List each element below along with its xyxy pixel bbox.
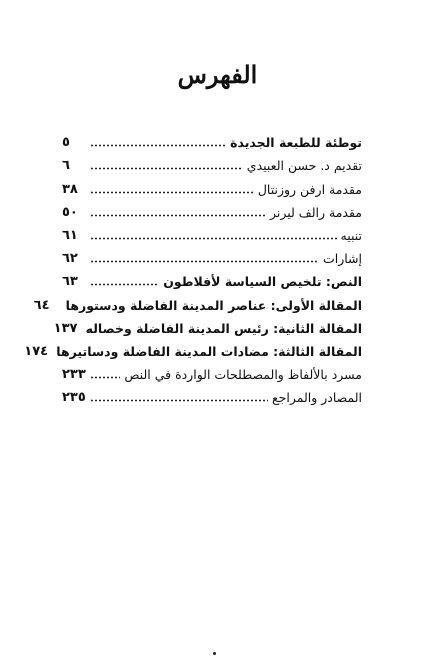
toc-entry-label: المقالة الأولى: عناصر المدينة الفاضلة ودستورها [65, 297, 362, 313]
dot-leader [90, 399, 268, 402]
toc-page-number: ٦٣ [62, 274, 78, 290]
toc-entry-label: المقالة الثانية: رئيس المدينة الفاضلة وخصاله [85, 320, 362, 336]
dot-leader [90, 214, 266, 217]
toc-page-number: ٦١ [62, 227, 78, 243]
toc-page-number: ٦٢ [62, 251, 78, 267]
toc-entry [62, 267, 362, 290]
toc-entry [62, 151, 362, 174]
toc-page-number: ٥٠ [62, 204, 78, 220]
toc-page-number: ١٣٧ [53, 320, 78, 336]
toc-entry-label: مقدمة ارفن روزنتال [257, 181, 362, 197]
toc-entry [53, 314, 362, 337]
dot-leader [90, 376, 120, 379]
toc-page-number: ٥ [62, 135, 70, 151]
dot-leader [90, 237, 337, 240]
toc-entry-label: توطئة للطبعة الجديدة [230, 135, 362, 151]
toc-entry [33, 290, 362, 313]
toc-entry [62, 360, 362, 383]
dot-leader [90, 191, 254, 194]
toc-entry [24, 337, 362, 360]
page-title: الفهرس [177, 60, 258, 89]
toc-entry-label: تنبيه [340, 227, 362, 243]
page-mark [213, 652, 216, 655]
toc-page-number: ٢٣٥ [62, 390, 86, 406]
toc-entry [62, 221, 362, 244]
dot-leader [90, 167, 243, 170]
toc-entry [62, 198, 362, 221]
toc-page-number: ٦٤ [33, 297, 50, 313]
toc-page-number: ١٧٤ [24, 343, 49, 359]
toc-page-number: ٦ [62, 158, 70, 174]
dot-leader [90, 260, 319, 263]
toc-entry-label: إشارات [322, 251, 362, 267]
toc-entry [62, 383, 362, 406]
toc-entry [62, 244, 362, 267]
toc-entry-label: مقدمة رالف ليرنر [269, 204, 362, 220]
table-of-contents [24, 128, 362, 406]
toc-page-number: ٣٨ [62, 181, 78, 197]
toc-entry-label: تقديم د. حسن العبيدي [246, 158, 362, 174]
toc-entry-label: مسرد بالألفاظ والمصطلحات الواردة في النص [124, 367, 362, 383]
toc-page-number: ٢٣٣ [62, 367, 86, 383]
toc-entry-label: المقالة الثالثة: مضادات المدينة الفاضلة ودساتيرها [56, 343, 362, 359]
toc-entry-label: النص: تلخيص السياسة لأفلاطون [163, 274, 362, 290]
toc-entry-label: المصادر والمراجع [271, 390, 362, 406]
dot-leader [90, 144, 226, 147]
toc-entry [62, 128, 362, 151]
dot-leader [90, 283, 159, 286]
toc-entry [62, 174, 362, 197]
